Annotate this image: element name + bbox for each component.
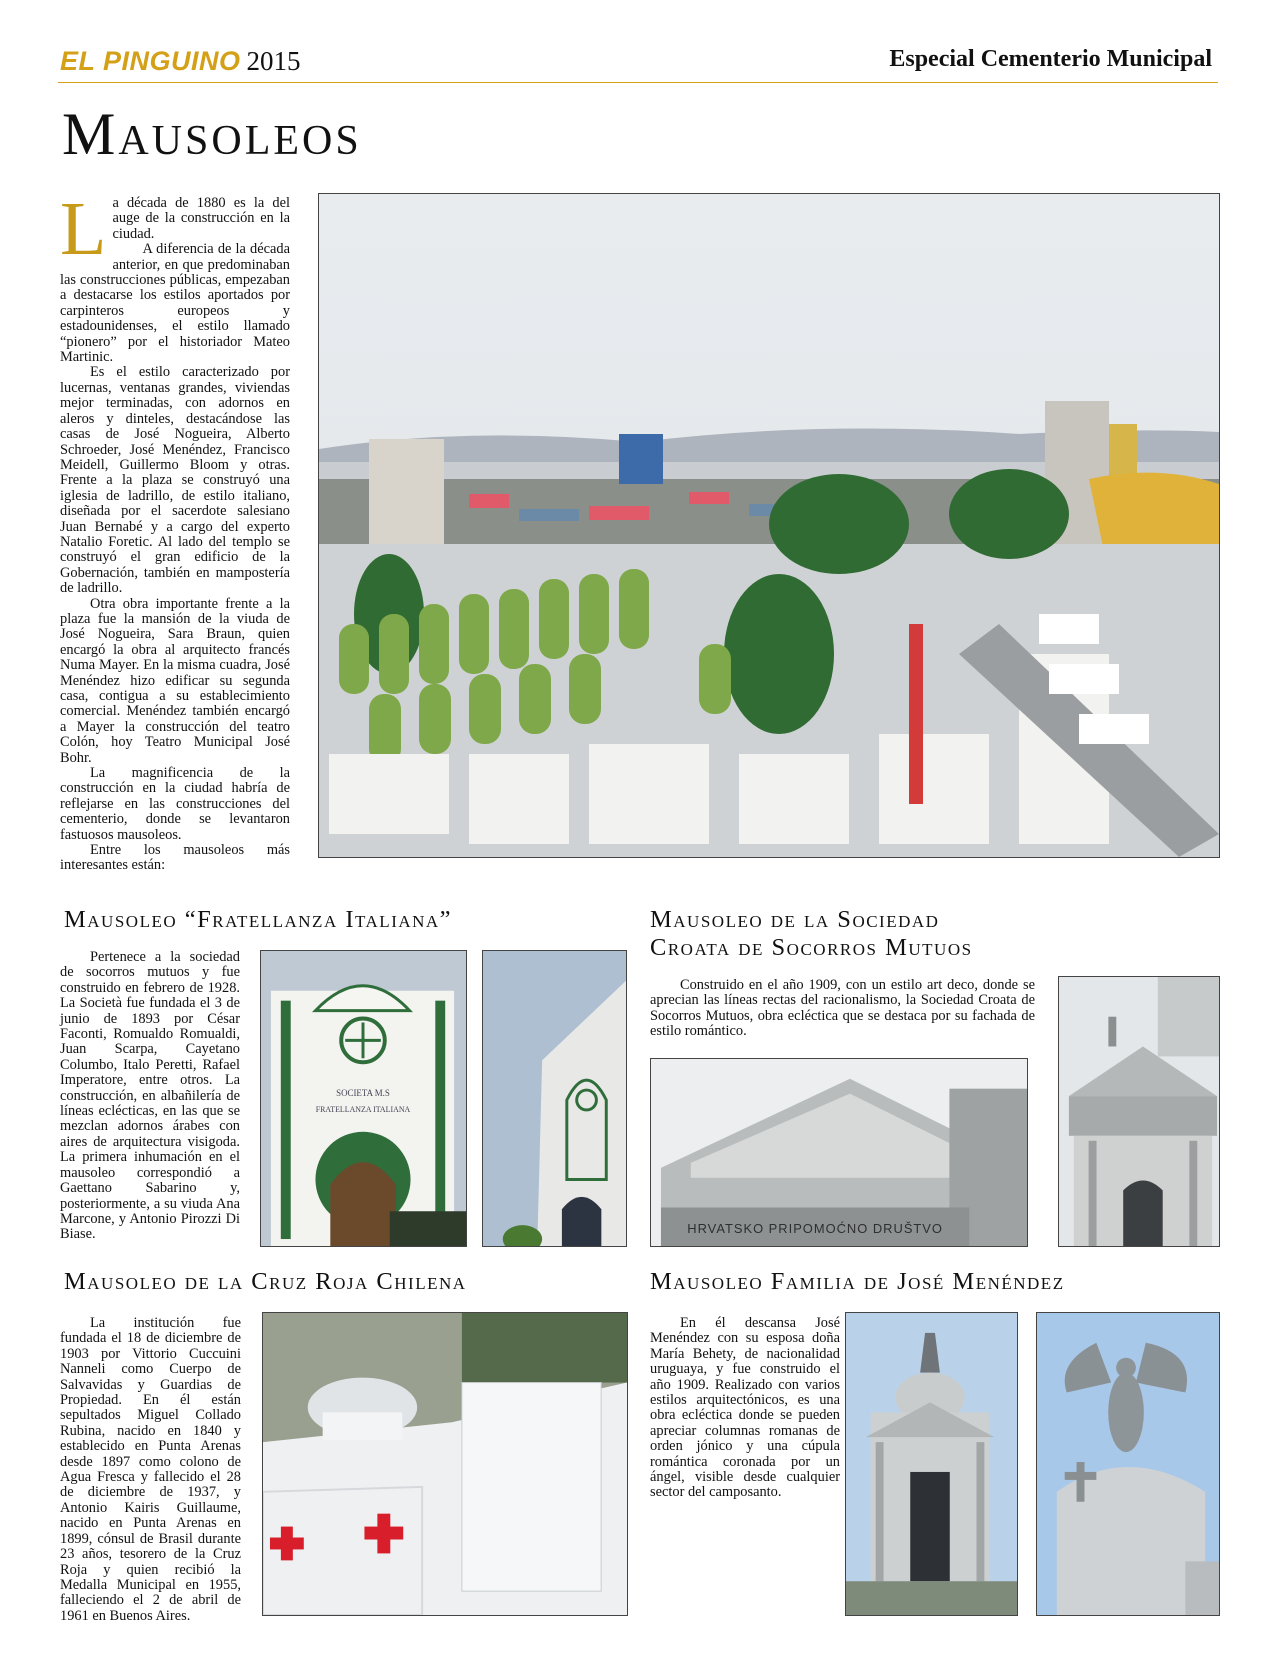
intro-paragraph-3: Es el estilo caracterizado por lucernas, ventanas grandes, viviendas mejor terminadas, con adornos en aleros y dinteles, destacándose las casas de José Nogueira, Alberto Schroeder, José Menéndez, Francisco Meidell, Guillermo Bloom y otras. Frente a la plaza se construyó una iglesia de ladrillo, de estilo italiano, diseñada por el sacerdote salesiano Juan Bernabé y a cargo del experto Natalio Foretic. Al lado del templo se construyó el gran edificio de la Gobernación, también en mampostería de ladrillo. bbox=[60, 364, 290, 597]
cruz-roja-text bbox=[60, 1316, 241, 1624]
fratellanza-facade-photo bbox=[260, 950, 467, 1247]
intro-paragraph-4: Otra obra importante frente a la plaza fue la mansión de la viuda de José Nogueira, Sara Braun, quien encargó la obra al arquitecto francés Numa Mayer. En la misma cuadra, José Menéndez hizo edificar su segunda casa, contigua a su establecimiento comercial. Menéndez también encargó a Mayer la construcción del teatro Colón, hoy Teatro Municipal José Bohr. bbox=[60, 595, 290, 766]
menendez-heading: Mausoleo Familia de José Menéndez bbox=[650, 1268, 1065, 1295]
croata-inscription: HRVATSKO PRIPOMOĆNO DRUŠTVO bbox=[687, 1221, 943, 1237]
menendez-angel-photo bbox=[1036, 1312, 1220, 1616]
fratellanza-text bbox=[60, 950, 240, 1243]
intro-paragraph-1: La década de 1880 es la del auge de la construcción en la ciudad. bbox=[60, 187, 290, 271]
croata-heading bbox=[650, 906, 973, 962]
newspaper-logo: EL PINGUINO bbox=[60, 46, 241, 76]
cruz-roja-paragraph: La institución fue fundada el 18 de diciembre de 1903 por Vittorio Cuccuini Nanneli como Cuerpo de Salvavidas y Guardias de Propiedad. En él están sepultados Miguel Collado Rubina, nacido en 1840 y establecido en Punta Arenas desde 1897 como colono de Agua Fresca y fallecido el 28 de diciembre de 1937, y Antonio Kairis Guillaume, nacido en Punta Arenas en 1899, cónsul de Brasil durante 23 años, tesorero de la Cruz Roja y quien recibió la Medalla Municipal en 1955, falleciendo el 2 de abril de 1961 en Buenos Aires. bbox=[60, 1315, 241, 1624]
fratellanza-inscription-1: SOCIETA M.S bbox=[336, 1088, 390, 1099]
section-name: Especial Cementerio Municipal bbox=[889, 46, 1212, 72]
fratellanza-heading: Mausoleo “Fratellanza Italiana” bbox=[64, 906, 453, 933]
menendez-text bbox=[650, 1316, 840, 1501]
intro-paragraph-5: La magnificencia de la construcción en la ciudad habría de reflejarse en las construcciones del cementerio, donde se levantaron fastuosos mausoleos. bbox=[60, 765, 290, 843]
croata-facade-photo bbox=[1058, 976, 1220, 1247]
fratellanza-inscription-2: FRATELLANZA ITALIANA bbox=[315, 1104, 411, 1114]
croata-pediment-photo bbox=[650, 1058, 1028, 1247]
masthead-brand bbox=[60, 46, 301, 77]
cemetery-aerial-photo bbox=[318, 193, 1220, 858]
intro-paragraph-6: Entre los mausoleos más interesantes están: bbox=[60, 842, 290, 874]
masthead-rule bbox=[58, 82, 1218, 83]
fratellanza-side-photo bbox=[482, 950, 627, 1247]
drop-cap: L bbox=[60, 187, 107, 271]
croata-heading-line1: Mausoleo de la Sociedad bbox=[650, 906, 940, 933]
cruz-roja-photo bbox=[262, 1312, 628, 1616]
fratellanza-paragraph: Pertenece a la sociedad de socorros mutuos y fue construido en febrero de 1928. La Società fue fundada el 3 de junio de 1893 por César Faconti, Romualdo Romualdi, Juan Scarpa, Cayetano Columbo, Italo Peretti, Rafael Imperatore, entre otros. La construcción, en albañilería de líneas eclécticas, en las que se mezclan adornos árabes con aires de arquitectura visigoda. La primera inhumación en el mausoleo correspondió a Gaettano Sabarino y, posteriormente, a su viuda Ana Marcone, y Antonio Pirozzi Di Biase. bbox=[60, 949, 240, 1243]
page-title: Mausoleos bbox=[62, 101, 362, 167]
croata-text bbox=[650, 978, 1035, 1040]
intro-paragraph-2: A diferencia de la década anterior, en que predominaban las construcciones públicas, empezaban a destacarse los estilos aportados por carpinteros europeos y estadounidenses, el estilo llamado “pionero” por el historiador Mateo Martinic. bbox=[60, 241, 290, 366]
masthead-year: 2015 bbox=[246, 46, 301, 76]
menendez-mausoleum-photo bbox=[845, 1312, 1018, 1616]
cruz-roja-heading: Mausoleo de la Cruz Roja Chilena bbox=[64, 1268, 467, 1295]
croata-heading-line2: Croata de Socorros Mutuos bbox=[650, 934, 973, 961]
menendez-paragraph: En él descansa José Menéndez con su esposa doña María Behety, de nacionalidad uruguaya, y fue construido el año 1909. Realizado con varios estilos arquitectónicos, es una obra ecléctica donde se pueden apreciar columnas romanas de orden jónico y una cúpula romántica coronada por un ángel, visible desde cualquier sector del camposanto. bbox=[650, 1315, 840, 1501]
croata-paragraph: Construido en el año 1909, con un estilo art deco, donde se aprecian las líneas rectas del racionalismo, la Sociedad Croata de Socorros Mutuos, obra ecléctica que se destaca por su fachada de estilo romántico. bbox=[650, 977, 1035, 1040]
intro-column bbox=[60, 187, 290, 874]
